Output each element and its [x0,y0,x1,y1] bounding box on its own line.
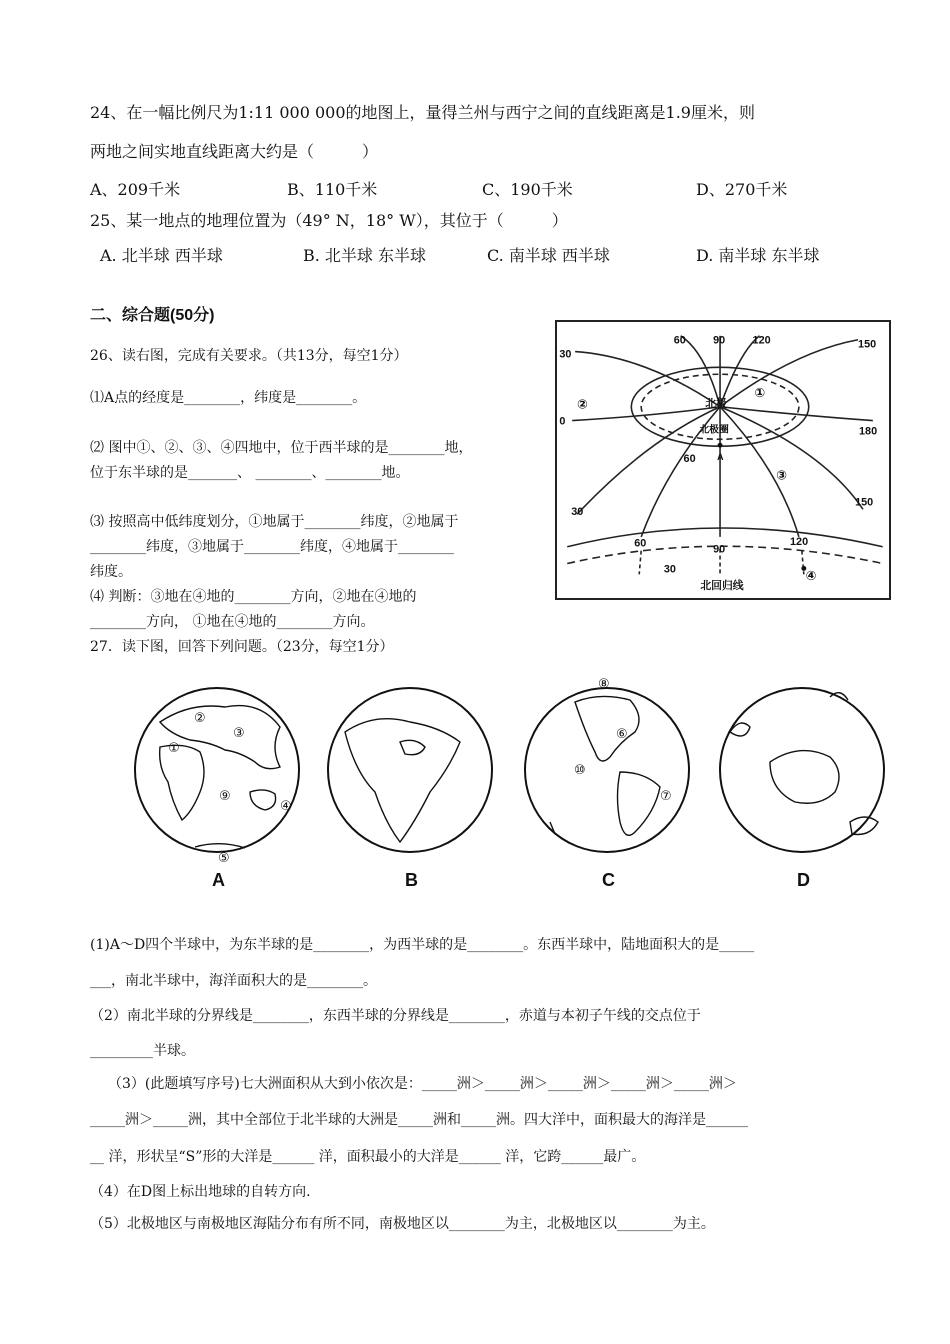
globe-marker-7: ⑦ [660,788,672,803]
q25-option-c: C. 南半球 西半球 [487,246,610,265]
globe-marker-1: ① [168,740,180,755]
globe-a [135,688,299,852]
q25-stem: 25、某一地点的地理位置为（49° N，18° W），其位于（ ） [90,211,568,230]
q26-part3-line2: ________纬度，③地属于________纬度，④地属于________ [90,539,454,555]
label-top-60: 60 [673,334,686,347]
label-mid-60: 60 [683,452,696,465]
label-bottom-150: 150 [855,496,874,509]
q27-part1-line1: (1)A～D四个半球中，为东半球的是________，为西半球的是________。东西半球中，陆地面积大的是_____ [90,937,755,953]
q27-part3-line3: __ 洋，形状呈“S”形的大洋是______ 洋，面积最小的大洋是______ 洋，它跨______最广。 [90,1149,646,1165]
marker-1: ① [754,384,766,400]
q27-part2-line1: （2）南北半球的分界线是________，东西半球的分界线是________，赤道与本初子午线的交点位于 [90,1008,701,1024]
globe-letter-b: B [405,870,418,890]
label-north-pole: 北极 [705,397,727,410]
hemispheres-figure [130,672,900,894]
label-0: 0 [559,415,566,428]
label-top-150: 150 [858,338,877,351]
globe-letter-d: D [797,870,810,890]
label-top-120: 120 [752,334,771,347]
q27-part3-line1: （3）(此题填写序号)七大洲面积从大到小依次是：_____洲＞_____洲＞_____洲＞_____洲＞_____洲＞ [108,1076,737,1092]
q26-stem: 26、读右图，完成有关要求。（共13分，每空1分） [90,348,408,364]
q26-part3-line1: ⑶ 按照高中低纬度划分，①地属于________纬度，②地属于 [90,514,459,530]
globe-marker-8: ⑧ [598,676,610,691]
globe-letter-c: C [602,870,615,890]
marker-3: ③ [776,467,788,483]
meridian-150-low [720,407,863,510]
q24-option-c: C、190千米 [482,180,573,199]
globe-marker-10: ⑩ [574,762,586,777]
q25-option-d: D. 南半球 东半球 [696,246,820,265]
marker-4: ④ [805,568,817,584]
label-arctic-circle: 北极圈 [699,424,729,436]
q26-part2-line2: 位于东半球的是_______、 ________、________地。 [90,465,410,481]
q24-line2: 两地之间实地直线距离大约是（ ） [90,142,379,161]
globe-marker-9: ⑨ [219,788,231,803]
q26-part1: ⑴A点的经度是________，纬度是________。 [90,390,367,406]
marker-2: ② [577,396,588,412]
label-bottom-120: 120 [790,535,809,548]
q24-line1: 24、在一幅比例尺为1:11 000 000的地图上，量得兰州与西宁之间的直线距离是1.9厘米，则 [90,103,755,122]
hemispheres-svg [130,672,900,894]
meridian-180 [720,407,873,421]
q27-part3-line2: _____洲＞_____洲，其中全部位于北半球的大洲是_____洲和_____洲。四大洋中，面积最大的海洋是______ [90,1112,748,1128]
meridian-150-top [720,340,858,407]
q24-option-a: A、209千米 [90,180,181,199]
label-lat-30: 30 [663,563,676,576]
q27-part4: （4）在D图上标出地球的自转方向. [90,1184,311,1200]
label-point-a: A [717,452,724,462]
label-top-90: 90 [713,334,726,347]
polar-map-svg [557,322,889,598]
q25-option-a: A. 北半球 西半球 [100,246,223,265]
q27-part1-line2: ___，南北半球中，海洋面积大的是________。 [90,973,377,989]
label-bottom-60: 60 [634,537,647,550]
globe-marker-5: ⑤ [218,850,230,865]
label-tropic: 北回归线 [700,580,744,593]
section-title: 二、综合题(50分) [90,307,215,324]
point-a-dot [718,443,723,448]
globe-marker-3: ③ [233,725,245,740]
q24-option-b: B、110千米 [287,180,378,199]
q27-part2-line2: _________半球。 [90,1043,195,1059]
globe-marker-6: ⑥ [616,726,628,741]
globe-marker-4: ④ [280,798,292,813]
label-mid-30: 30 [571,506,584,519]
q25-option-b: B. 北半球 东半球 [303,246,427,265]
globe-marker-2: ② [194,710,206,725]
q26-part4-line2: ________方向， ①地在④地的________方向。 [90,614,375,630]
q24-option-d: D、270千米 [696,180,788,199]
meridian-30-top [575,352,720,407]
globe-d [720,688,884,852]
q26-part2-line1: ⑵ 图中①、②、③、④四地中，位于西半球的是________地， [90,440,473,456]
q27-stem: 27．读下图，回答下列问题。（23分，每空1分） [90,639,394,655]
label-top-30: 30 [559,348,572,361]
q27-part5: （5）北极地区与南极地区海陆分布有所不同，南极地区以________为主，北极地区以________为主。 [90,1216,715,1232]
globe-letter-a: A [212,870,225,890]
globe-c [525,688,689,852]
label-180: 180 [859,425,878,438]
q26-part4-line1: ⑷ 判断：③地在④地的________方向，②地在④地的 [90,589,417,605]
meridian-30-low [577,407,720,514]
polar-projection-map [555,320,891,600]
label-bottom-90: 90 [713,543,726,556]
q26-part3-line3: 纬度。 [90,564,132,580]
